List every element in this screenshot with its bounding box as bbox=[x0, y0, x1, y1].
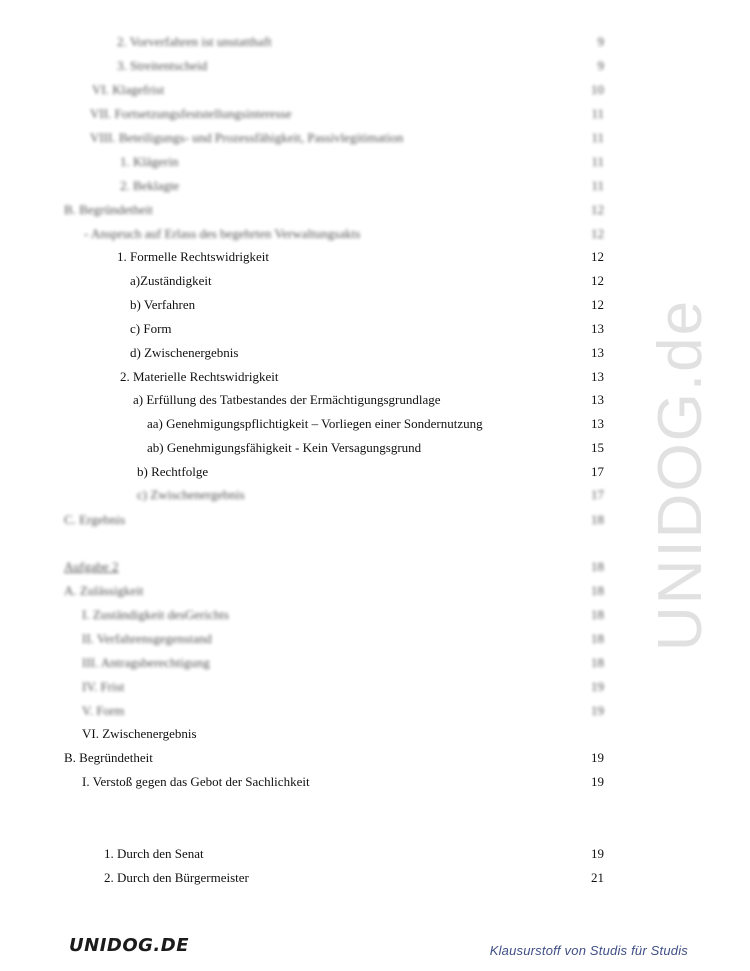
toc-entry bbox=[0, 201, 750, 225]
toc-entry-label: ab) Genehmigungsfähigkeit - Kein Versagungsgrund bbox=[147, 440, 422, 455]
toc-entry bbox=[0, 511, 750, 535]
toc-entry-page: 19 bbox=[591, 750, 604, 765]
toc-entry-page: 19 bbox=[591, 703, 604, 718]
toc-entry-label: aa) Genehmigungspflichtigkeit – Vorliegen einer Sondernutzung bbox=[147, 416, 483, 431]
toc-entry-label: V. Form bbox=[82, 703, 125, 718]
toc-entry bbox=[0, 439, 750, 463]
toc-entry-label: c) Zwischenergebnis bbox=[137, 487, 245, 502]
toc-entry-page: 12 bbox=[591, 273, 604, 288]
toc-entry-page: 11 bbox=[591, 130, 604, 145]
toc-entry bbox=[0, 869, 750, 893]
toc-entry-page: 18 bbox=[591, 631, 604, 646]
toc-entry-label: II. Verfahrensgegenstand bbox=[82, 631, 212, 646]
toc-entry bbox=[0, 749, 750, 773]
toc-entry-page: 21 bbox=[591, 870, 604, 885]
toc-entry-label: a)Zuständigkeit bbox=[130, 273, 212, 288]
toc-entry bbox=[0, 368, 750, 392]
toc-entry-label: 1. Klägerin bbox=[120, 154, 179, 169]
toc-entry bbox=[0, 129, 750, 153]
toc-entry-label: 1. Durch den Senat bbox=[104, 846, 204, 861]
toc-entry bbox=[0, 272, 750, 296]
toc-entry-label: C. Ergebnis bbox=[64, 512, 126, 527]
toc-entry bbox=[0, 845, 750, 869]
toc-entry bbox=[0, 296, 750, 320]
toc-entry-label: c) Form bbox=[130, 321, 172, 336]
toc-entry bbox=[0, 177, 750, 201]
toc-entry bbox=[0, 678, 750, 702]
toc-entry bbox=[0, 463, 750, 487]
toc-entry-label: B. Begründetheit bbox=[64, 202, 153, 217]
toc-entry bbox=[0, 630, 750, 654]
toc-entry-page: 9 bbox=[597, 34, 604, 49]
toc-entry-page: 15 bbox=[591, 440, 604, 455]
toc-entry-page: 10 bbox=[591, 82, 604, 97]
toc-entry bbox=[0, 415, 750, 439]
toc-entry bbox=[0, 81, 750, 105]
toc-entry bbox=[0, 773, 750, 797]
toc-entry-page: 12 bbox=[591, 202, 604, 217]
toc-entry-label: Aufgabe 2 bbox=[64, 559, 119, 574]
toc-entry-label: VIII. Beteiligungs- und Prozessfähigkeit, Passivlegitimation bbox=[90, 130, 404, 145]
toc-entry-page: 13 bbox=[591, 416, 604, 431]
toc-entry-page: 9 bbox=[597, 58, 604, 73]
toc-entry-page: 19 bbox=[591, 679, 604, 694]
toc-entry-label: b) Rechtfolge bbox=[137, 464, 209, 479]
toc-entry-label: a) Erfüllung des Tatbestandes der Ermächtigungsgrundlage bbox=[133, 392, 441, 407]
toc-entry-page: 12 bbox=[591, 226, 604, 241]
toc-entry-page: 13 bbox=[591, 369, 604, 384]
toc-entry-page: 18 bbox=[591, 655, 604, 670]
toc-entry bbox=[0, 320, 750, 344]
toc-entry bbox=[0, 57, 750, 81]
toc-entry-page: 13 bbox=[591, 345, 604, 360]
toc-entry-label: 2. Materielle Rechtswidrigkeit bbox=[120, 369, 279, 384]
toc-entry-label: VII. Fortsetzungsfeststellungsinteresse bbox=[90, 106, 292, 121]
toc-entry bbox=[0, 33, 750, 57]
toc-entry bbox=[0, 606, 750, 630]
toc-entry bbox=[0, 344, 750, 368]
toc-entry-page: 18 bbox=[591, 559, 604, 574]
toc-entry bbox=[0, 582, 750, 606]
toc-entry-label: d) Zwischenergebnis bbox=[130, 345, 239, 360]
toc-entry bbox=[0, 391, 750, 415]
toc-entry-page: 19 bbox=[591, 774, 604, 789]
toc-entry-page: 19 bbox=[591, 846, 604, 861]
toc-entry bbox=[0, 105, 750, 129]
toc-entry-page: 17 bbox=[591, 487, 604, 502]
toc-entry-label: 3. Streitentscheid bbox=[117, 58, 208, 73]
unidog-logo[interactable] bbox=[64, 928, 189, 962]
toc-entry bbox=[0, 225, 750, 249]
toc-entry-page: 17 bbox=[591, 464, 604, 479]
toc-entry-label: I. Zuständigkeit desGerichts bbox=[82, 607, 229, 622]
toc-entry-page: 18 bbox=[591, 512, 604, 527]
toc-entry-page: 13 bbox=[591, 392, 604, 407]
toc-entry-page: 12 bbox=[591, 297, 604, 312]
toc-entry bbox=[0, 153, 750, 177]
toc-entry-label: IV. Frist bbox=[82, 679, 125, 694]
toc-entry-label: 2. Vorverfahren ist unstatthaft bbox=[117, 34, 272, 49]
toc-entry-page: 18 bbox=[591, 583, 604, 598]
toc-entry bbox=[0, 702, 750, 726]
toc-entry-label: b) Verfahren bbox=[130, 297, 196, 312]
toc-entry-page: 11 bbox=[591, 106, 604, 121]
toc-entry bbox=[0, 654, 750, 678]
toc-entry-label: 1. Formelle Rechtswidrigkeit bbox=[117, 249, 270, 264]
footer-tagline: Klausurstoff von Studis für Studis bbox=[489, 943, 688, 958]
logo-text: UNIDOG.DE bbox=[69, 934, 189, 956]
toc-entry-label: A. Zulässigkeit bbox=[64, 583, 144, 598]
toc-entry-label: I. Verstoß gegen das Gebot der Sachlichkeit bbox=[82, 774, 310, 789]
toc-entry bbox=[0, 486, 750, 510]
toc-entry-label: III. Antragsberechtigung bbox=[82, 655, 210, 670]
toc-entry-label: B. Begründetheit bbox=[64, 750, 153, 765]
toc-entry-page: 11 bbox=[591, 178, 604, 193]
toc-entry-page: 12 bbox=[591, 249, 604, 264]
toc-entry-page: 13 bbox=[591, 321, 604, 336]
watermark-text: UNIDOG.de bbox=[645, 298, 715, 652]
toc-entry bbox=[0, 558, 750, 582]
toc-entry bbox=[0, 725, 750, 749]
toc-entry-label: 2. Durch den Bürgermeister bbox=[104, 870, 249, 885]
toc-entry-page: 11 bbox=[591, 154, 604, 169]
toc-entry-label: - Anspruch auf Erlass des begehrten Verwaltungsakts bbox=[84, 226, 361, 241]
toc-entry-label: 2. Beklagte bbox=[120, 178, 180, 193]
toc-entry-label: VI. Zwischenergebnis bbox=[82, 726, 197, 741]
toc-entry-page: 18 bbox=[591, 607, 604, 622]
toc-entry-label: VI. Klagefrist bbox=[92, 82, 165, 97]
toc-entry bbox=[0, 248, 750, 272]
